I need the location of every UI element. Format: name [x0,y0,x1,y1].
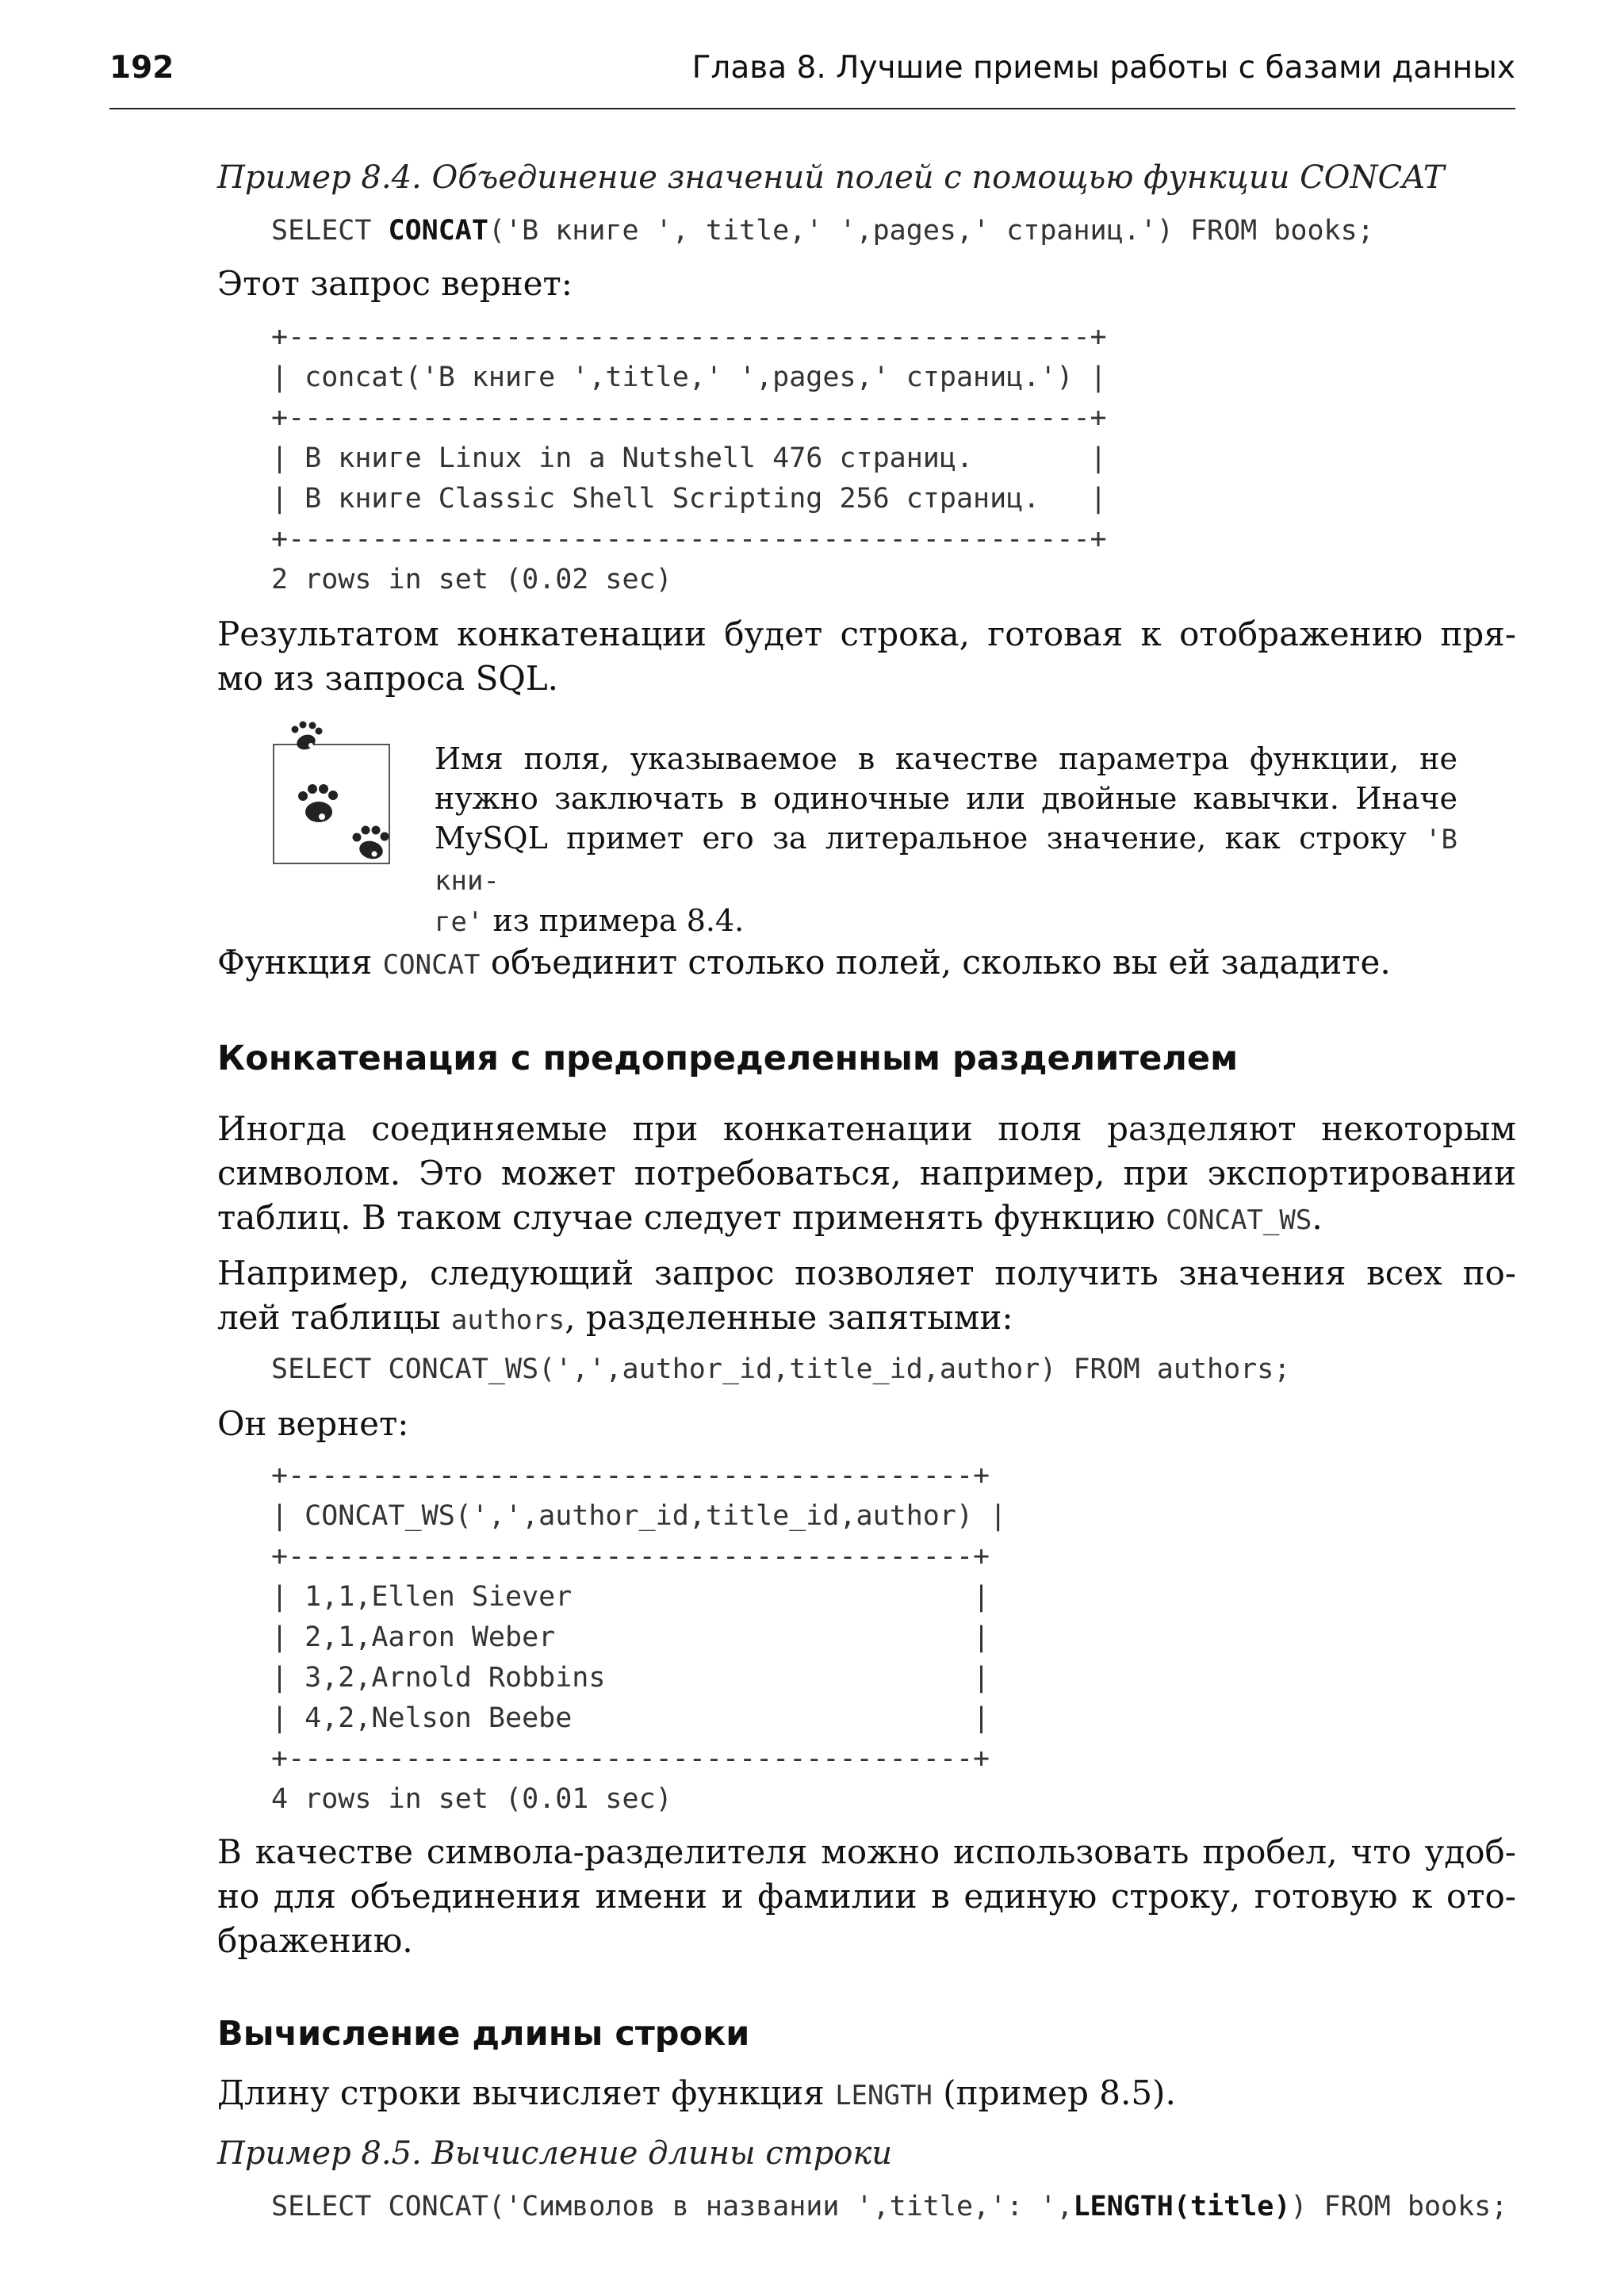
example-caption: Пример 8.5. Вычисление длины строки [217,2135,892,2172]
code-text: SELECT [271,215,389,247]
inline-code: ге' [435,906,484,938]
note-line [435,901,1457,942]
note-line: Имя поля, указываемое в качестве параметра функции, не [435,741,1457,776]
paragraph-line: Результатом конкатенации будет строка, готовая к отображению пря- [217,614,1516,653]
inline-code: CONCAT_WS [1166,1204,1312,1236]
paragraph [217,940,1391,987]
paragraph-text: объединит столько полей, сколько вы ей зададите. [480,943,1391,982]
paragraph-line [217,1196,1323,1242]
note-line: нужно заключать в одиночные или двойные кавычки. Иначе [435,781,1457,816]
paragraph-text: таблиц. В таком случае следует применять функцию [217,1198,1166,1237]
inline-code: authors [450,1304,565,1336]
paragraph-text: лей таблицы [217,1298,451,1337]
note-text [435,739,1457,942]
paragraph-text: , разделенные запятыми: [565,1298,1013,1337]
paragraph-text: Длину строки вычисляет функция [217,2073,836,2112]
paragraph-line: символом. Это может потребоваться, например, при экспортировании [217,1154,1516,1193]
code-highlight: LENGTH(title) [1073,2191,1291,2222]
code-listing [271,2185,1507,2228]
query-result-table: +------------------------------------------------+ | concat('В книге ',title,' ',pages,' страниц.') | +------------------------------------------------+ | В книге Linux in a Nutshell 476 страниц. | | В книге Classic Shell Scripting 256 страниц. | +------------------------------------------------+ 2 rows in set (0.02 sec) [271,321,1107,595]
code-listing [271,209,1374,252]
note-line-text: из примера 8.4. [483,903,745,938]
query-result-table: +-----------------------------------------+ | CONCAT_WS(',',author_id,title_id,author) | +-----------------------------------------+ | 1,1,Ellen Siever | | 2,1,Aaron Weber | | 3,2,Arnold Robbins | | 4,2,Nelson Beebe | +-----------------------------------------+ 4 rows in set (0.01 sec) [271,1460,1007,1815]
note-line-text: MySQL примет его за литеральное значение, как строку [435,821,1426,856]
running-title: Глава 8. Лучшие приемы работы с базами данных [691,50,1515,86]
code-text: SELECT CONCAT('Символов в названии ',title,': ', [271,2191,1074,2222]
inline-code: LENGTH [835,2080,933,2111]
page-number: 192 [109,50,174,86]
inline-code: CONCAT [382,949,481,981]
paragraph-text: (пример 8.5). [932,2073,1176,2112]
paragraph: Он вернет: [217,1404,409,1443]
paragraph-text: . [1312,1198,1323,1237]
inline-code: 'В кни- [435,824,1457,897]
paragraph-line [217,1296,1013,1342]
paragraph-line: В качестве символа-разделителя можно использовать пробел, что удоб- [217,1832,1516,1871]
example-caption: Пример 8.4. Объединение значений полей с помощью функции CONCAT [217,159,1445,196]
paragraph-text: Функция [217,943,383,982]
paragraph-line: бражению. [217,1921,413,1960]
note-line [435,818,1457,901]
paw-prints-icon [273,710,431,877]
code-highlight: CONCAT [388,215,488,247]
code-text: ('В книге ', title,' ',pages,' страниц.') FROM books; [488,215,1374,247]
paragraph: Этот запрос вернет: [217,264,573,303]
paragraph [217,2071,1176,2118]
paragraph-line: мо из запроса SQL. [217,659,559,698]
header-rule [109,108,1515,109]
section-heading: Конкатенация с предопределенным разделителем [217,1039,1239,1078]
section-heading: Вычисление длины строки [217,2014,750,2054]
code-text: ) FROM books; [1290,2191,1508,2222]
paragraph-line: Иногда соединяемые при конкатенации поля разделяют некоторым [217,1109,1516,1148]
paragraph-line: но для объединения имени и фамилии в единую строку, готовую к ото- [217,1877,1516,1916]
code-listing: SELECT CONCAT_WS(',',author_id,title_id,author) FROM authors; [271,1353,1291,1385]
paragraph-line: Например, следующий запрос позволяет получить значения всех по- [217,1254,1516,1292]
